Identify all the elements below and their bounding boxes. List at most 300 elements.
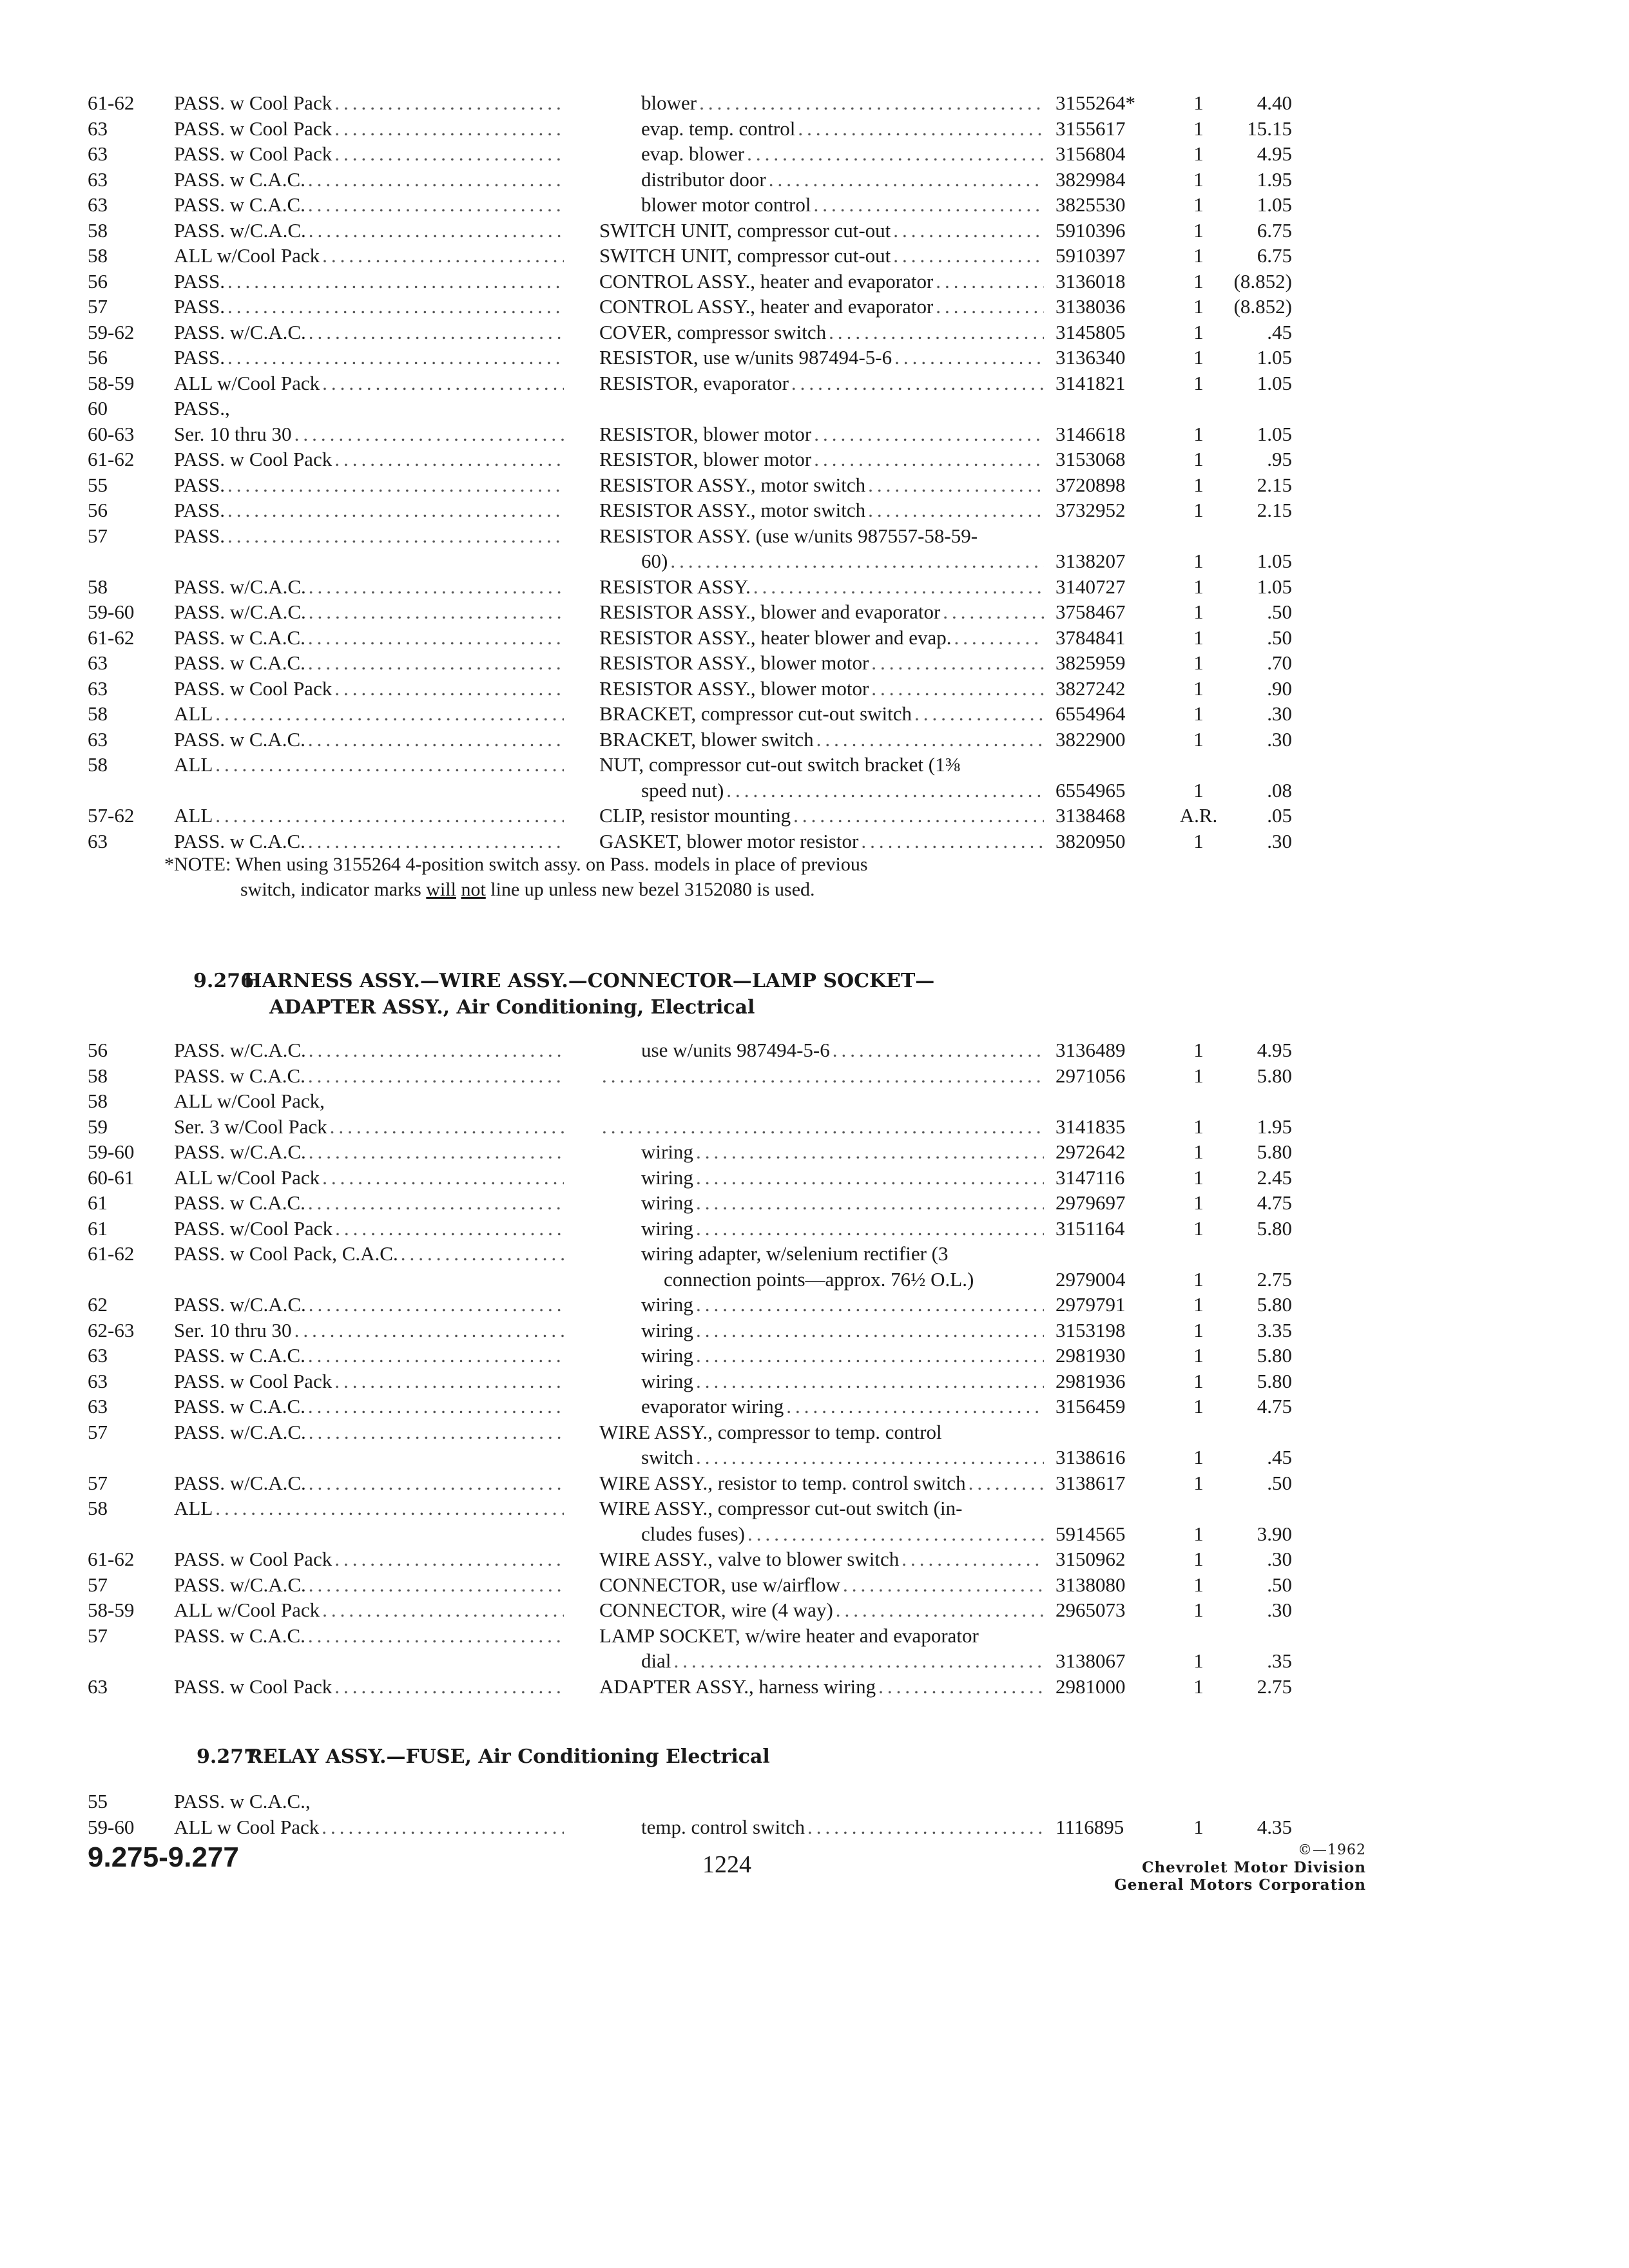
year-cell-text: 63 bbox=[88, 651, 108, 674]
model-cell-text: PASS. w/C.A.C. bbox=[174, 1420, 306, 1443]
quantity-cell-text: 1 bbox=[1193, 295, 1204, 318]
quantity-cell bbox=[1170, 1394, 1228, 1419]
model-cell-text: PASS. w Cool Pack bbox=[174, 677, 333, 700]
part-number-cell bbox=[1055, 1037, 1165, 1063]
model-cell-text: PASS. w/C.A.C. bbox=[174, 1140, 306, 1163]
dot-leader bbox=[332, 676, 564, 702]
dot-leader bbox=[951, 625, 1044, 651]
year-cell-text: 61-62 bbox=[88, 1242, 135, 1265]
table-row bbox=[0, 1814, 1629, 1840]
model-cell bbox=[174, 1470, 564, 1496]
dot-leader bbox=[305, 167, 564, 193]
quantity-cell bbox=[1170, 1648, 1228, 1674]
quantity-cell bbox=[1170, 676, 1228, 702]
price-cell bbox=[1228, 1190, 1292, 1216]
table-row bbox=[0, 1318, 1629, 1343]
part-number-cell bbox=[1055, 1216, 1165, 1242]
quantity-cell-text: 1 bbox=[1193, 448, 1204, 470]
model-cell-text: PASS. w/C.A.C. bbox=[174, 1573, 306, 1596]
dot-leader bbox=[306, 1292, 564, 1318]
dot-leader bbox=[332, 1674, 564, 1700]
quantity-cell-text: 1 bbox=[1193, 1166, 1204, 1189]
model-cell-text: ALL bbox=[174, 1497, 213, 1519]
model-cell bbox=[174, 1623, 564, 1649]
quantity-cell-text: 1 bbox=[1193, 702, 1204, 725]
description-cell-text: CONNECTOR, wire (4 way) bbox=[599, 1599, 833, 1621]
quantity-cell-text: 1 bbox=[1193, 1191, 1204, 1214]
part-number-cell bbox=[1055, 345, 1165, 370]
part-number-cell-text: 3136489 bbox=[1055, 1039, 1126, 1061]
footnote-will: will bbox=[426, 879, 456, 900]
dot-leader bbox=[305, 1394, 564, 1419]
quantity-cell bbox=[1170, 1165, 1228, 1191]
price-cell-text: 3.35 bbox=[1257, 1318, 1292, 1341]
quantity-cell-text: 1 bbox=[1193, 1395, 1204, 1418]
model-cell bbox=[174, 497, 564, 523]
description-cell bbox=[641, 1318, 1044, 1343]
part-number-cell bbox=[1055, 778, 1165, 803]
dot-leader bbox=[751, 574, 1044, 600]
year-cell-text: 58-59 bbox=[88, 1599, 135, 1621]
dot-leader bbox=[826, 320, 1044, 345]
description-cell bbox=[641, 778, 1044, 803]
part-number-cell bbox=[1055, 243, 1165, 269]
year-cell-text: 57 bbox=[88, 295, 108, 318]
year-cell-text: 55 bbox=[88, 1790, 108, 1812]
description-cell-text: WIRE ASSY., compressor to temp. control bbox=[599, 1420, 942, 1443]
description-cell bbox=[599, 1495, 1044, 1521]
part-number-cell-text: 3146618 bbox=[1055, 422, 1126, 445]
quantity-cell-text: 1 bbox=[1193, 422, 1204, 445]
model-cell bbox=[174, 141, 564, 167]
description-cell-text: distributor door bbox=[641, 168, 766, 191]
table-row bbox=[0, 727, 1629, 753]
dot-leader bbox=[292, 1318, 564, 1343]
table-row bbox=[0, 1267, 1629, 1293]
model-cell bbox=[174, 90, 564, 116]
dot-leader bbox=[306, 1419, 564, 1445]
section-number: 9.276 bbox=[193, 970, 254, 992]
part-number-cell-text: 3827242 bbox=[1055, 677, 1126, 700]
quantity-cell bbox=[1170, 1190, 1228, 1216]
model-cell bbox=[174, 294, 564, 320]
price-cell-text: 4.95 bbox=[1257, 142, 1292, 165]
table-row bbox=[0, 1165, 1629, 1191]
dot-leader bbox=[305, 1190, 564, 1216]
description-cell bbox=[599, 574, 1044, 600]
price-cell bbox=[1228, 1292, 1292, 1318]
dot-leader bbox=[213, 752, 564, 778]
year-cell bbox=[88, 1114, 171, 1140]
model-cell-text: Ser. 3 w/Cool Pack bbox=[174, 1115, 327, 1138]
part-number-cell bbox=[1055, 1318, 1165, 1343]
quantity-cell bbox=[1170, 1674, 1228, 1700]
description-cell-text: cludes fuses) bbox=[641, 1522, 745, 1545]
description-cell bbox=[599, 676, 1044, 702]
part-number-cell-text: 3138207 bbox=[1055, 550, 1126, 572]
footnote-not: not bbox=[461, 879, 486, 900]
dot-leader bbox=[320, 1597, 564, 1623]
description-cell bbox=[641, 1394, 1044, 1419]
model-cell bbox=[174, 1292, 564, 1318]
year-cell-text: 62 bbox=[88, 1293, 108, 1316]
price-cell-text: .45 bbox=[1267, 1446, 1292, 1468]
quantity-cell bbox=[1170, 778, 1228, 803]
dot-leader bbox=[830, 1037, 1044, 1063]
price-cell bbox=[1228, 370, 1292, 396]
year-cell-text: 63 bbox=[88, 168, 108, 191]
price-cell-text: .50 bbox=[1267, 626, 1292, 649]
part-number-cell-text: 3784841 bbox=[1055, 626, 1126, 649]
model-cell bbox=[174, 472, 564, 498]
table-row bbox=[0, 1445, 1629, 1470]
model-cell-text: PASS. w C.A.C. bbox=[174, 651, 305, 674]
description-cell bbox=[641, 116, 1044, 142]
part-number-cell-text: 3138616 bbox=[1055, 1446, 1126, 1468]
model-cell bbox=[174, 1597, 564, 1623]
quantity-cell-text: 1 bbox=[1193, 244, 1204, 267]
description-cell bbox=[599, 701, 1044, 727]
price-cell-text: .35 bbox=[1267, 1649, 1292, 1672]
part-number-cell bbox=[1055, 727, 1165, 753]
model-cell bbox=[174, 269, 564, 294]
table-row bbox=[0, 1190, 1629, 1216]
table-row bbox=[0, 1063, 1629, 1089]
price-cell bbox=[1228, 625, 1292, 651]
description-cell-text: CLIP, resistor mounting bbox=[599, 804, 791, 827]
description-cell-text: wiring bbox=[641, 1216, 693, 1240]
description-cell bbox=[599, 1623, 1044, 1649]
model-cell-text: Ser. 10 thru 30 bbox=[174, 1318, 292, 1341]
quantity-cell-text: 1 bbox=[1193, 1369, 1204, 1392]
model-cell bbox=[174, 421, 564, 447]
model-cell-text: ALL w Cool Pack bbox=[174, 1815, 320, 1838]
price-cell bbox=[1228, 574, 1292, 600]
part-number-cell bbox=[1055, 574, 1165, 600]
year-cell bbox=[88, 1495, 171, 1521]
description-cell-text: evaporator wiring bbox=[641, 1395, 784, 1418]
description-cell-text: RESISTOR ASSY., blower motor bbox=[599, 677, 869, 700]
model-cell-text: ALL w/Cool Pack bbox=[174, 1599, 320, 1621]
description-cell-text: RESISTOR, use w/units 987494-5-6 bbox=[599, 346, 892, 369]
quantity-cell bbox=[1170, 1445, 1228, 1470]
model-cell-text: PASS. w C.A.C. bbox=[174, 1064, 305, 1087]
description-cell-text: SWITCH UNIT, compressor cut-out bbox=[599, 244, 891, 267]
dot-leader bbox=[693, 1369, 1044, 1394]
price-cell-text: 4.40 bbox=[1257, 91, 1292, 114]
model-cell-text: PASS. w/C.A.C. bbox=[174, 575, 306, 598]
price-cell-text: 5.80 bbox=[1257, 1216, 1292, 1240]
price-cell-text: 4.35 bbox=[1257, 1815, 1292, 1838]
quantity-cell bbox=[1170, 599, 1228, 625]
part-number-cell bbox=[1055, 421, 1165, 447]
table-row bbox=[0, 1292, 1629, 1318]
part-number-cell bbox=[1055, 1114, 1165, 1140]
part-number-cell bbox=[1055, 1369, 1165, 1394]
table-row bbox=[0, 396, 1629, 421]
price-cell bbox=[1228, 141, 1292, 167]
part-number-cell bbox=[1055, 269, 1165, 294]
part-number-cell-text: 2971056 bbox=[1055, 1064, 1126, 1087]
model-cell bbox=[174, 1318, 564, 1343]
price-cell-text: .30 bbox=[1267, 1599, 1292, 1621]
model-cell-text: PASS. w Cool Pack bbox=[174, 91, 333, 114]
price-cell bbox=[1228, 320, 1292, 345]
section-heading-9-276 bbox=[193, 968, 934, 1021]
year-cell bbox=[88, 218, 171, 244]
description-cell-text: WIRE ASSY., resistor to temp. control switch bbox=[599, 1471, 966, 1494]
year-cell-text: 58 bbox=[88, 1497, 108, 1519]
table-row bbox=[0, 1114, 1629, 1140]
part-number-cell-text: 5914565 bbox=[1055, 1522, 1126, 1545]
quantity-cell-text: 1 bbox=[1193, 1216, 1204, 1240]
dot-leader bbox=[305, 650, 564, 676]
year-cell bbox=[88, 243, 171, 269]
model-cell-text: PASS. w Cool Pack bbox=[174, 1548, 333, 1570]
quantity-cell-text: 1 bbox=[1193, 346, 1204, 369]
description-cell bbox=[599, 447, 1044, 472]
dot-leader bbox=[327, 1114, 564, 1140]
year-cell bbox=[88, 370, 171, 396]
description-cell bbox=[599, 752, 1044, 778]
dot-leader bbox=[891, 243, 1044, 269]
table-row bbox=[0, 1789, 1629, 1814]
quantity-cell bbox=[1170, 1114, 1228, 1140]
part-number-cell bbox=[1055, 1063, 1165, 1089]
description-cell-text: switch bbox=[641, 1446, 693, 1468]
quantity-cell bbox=[1170, 243, 1228, 269]
dot-leader bbox=[693, 1216, 1044, 1242]
dot-leader bbox=[940, 599, 1044, 625]
dot-leader bbox=[811, 192, 1044, 218]
quantity-cell-text: 1 bbox=[1193, 269, 1204, 293]
price-cell bbox=[1228, 269, 1292, 294]
price-cell bbox=[1228, 727, 1292, 753]
part-number-cell-text: 3138617 bbox=[1055, 1471, 1126, 1494]
quantity-cell bbox=[1170, 192, 1228, 218]
part-number-cell-text: 2981000 bbox=[1055, 1675, 1126, 1698]
description-cell-text: BRACKET, compressor cut-out switch bbox=[599, 702, 912, 725]
table-row bbox=[0, 1369, 1629, 1394]
price-cell bbox=[1228, 167, 1292, 193]
quantity-cell bbox=[1170, 1292, 1228, 1318]
description-cell bbox=[599, 1597, 1044, 1623]
part-number-cell bbox=[1055, 1343, 1165, 1369]
model-cell bbox=[174, 320, 564, 345]
part-number-cell bbox=[1055, 625, 1165, 651]
quantity-cell-text: 1 bbox=[1193, 117, 1204, 140]
description-cell-text: GASKET, blower motor resistor bbox=[599, 829, 859, 852]
part-number-cell-text: 6554964 bbox=[1055, 702, 1126, 725]
year-cell-text: 59-60 bbox=[88, 1140, 135, 1163]
dot-leader bbox=[814, 727, 1044, 753]
dot-leader bbox=[745, 1521, 1044, 1547]
dot-leader bbox=[805, 1814, 1044, 1840]
dot-leader bbox=[213, 701, 564, 727]
quantity-cell bbox=[1170, 472, 1228, 498]
year-cell-text: 60-61 bbox=[88, 1166, 135, 1189]
model-cell-text: PASS. w/C.A.C. bbox=[174, 1471, 306, 1494]
model-cell bbox=[174, 1546, 564, 1572]
dot-leader bbox=[693, 1343, 1044, 1369]
year-cell-text: 59-60 bbox=[88, 1815, 135, 1838]
table-row bbox=[0, 1216, 1629, 1242]
table-row bbox=[0, 548, 1629, 574]
description-cell-text: wiring bbox=[641, 1140, 693, 1163]
table-row bbox=[0, 472, 1629, 498]
description-cell-text: RESISTOR, evaporator bbox=[599, 371, 789, 394]
table-row bbox=[0, 1597, 1629, 1623]
price-cell-text: 5.80 bbox=[1257, 1140, 1292, 1163]
dot-leader bbox=[840, 1572, 1044, 1598]
dot-leader bbox=[305, 1063, 564, 1089]
model-cell-text: PASS. w C.A.C., bbox=[174, 1790, 311, 1812]
quantity-cell-text: 1 bbox=[1193, 829, 1204, 852]
quantity-cell-text: 1 bbox=[1193, 1522, 1204, 1545]
dot-leader bbox=[693, 1318, 1044, 1343]
price-cell-text: 2.75 bbox=[1257, 1267, 1292, 1291]
quantity-cell-text: 1 bbox=[1193, 1064, 1204, 1087]
model-cell-text: PASS. bbox=[174, 346, 226, 369]
dot-leader bbox=[306, 1139, 564, 1165]
description-cell-text: RESISTOR ASSY., motor switch bbox=[599, 499, 866, 521]
dot-leader bbox=[693, 1292, 1044, 1318]
table-row bbox=[0, 829, 1629, 854]
dot-leader bbox=[671, 1648, 1045, 1674]
table-row bbox=[0, 1241, 1629, 1267]
part-number-cell bbox=[1055, 1139, 1165, 1165]
section-number: 9.277 bbox=[197, 1745, 257, 1768]
table-row bbox=[0, 1546, 1629, 1572]
year-cell bbox=[88, 574, 171, 600]
dot-leader bbox=[724, 778, 1044, 803]
part-number-cell-text: 2979791 bbox=[1055, 1293, 1126, 1316]
quantity-cell-text: 1 bbox=[1193, 1446, 1204, 1468]
quantity-cell bbox=[1170, 447, 1228, 472]
price-cell bbox=[1228, 1037, 1292, 1063]
footnote bbox=[164, 852, 1079, 902]
quantity-cell bbox=[1170, 167, 1228, 193]
model-cell bbox=[174, 167, 564, 193]
quantity-cell bbox=[1170, 1063, 1228, 1089]
part-number-cell bbox=[1055, 1814, 1165, 1840]
part-number-cell-text: 3138067 bbox=[1055, 1649, 1126, 1672]
part-number-cell-text: 3820950 bbox=[1055, 829, 1126, 852]
year-cell bbox=[88, 1369, 171, 1394]
footnote-line-1: *NOTE: When using 3155264 4-position switch assy. on Pass. models in place of previous bbox=[164, 854, 868, 875]
part-number-cell-text: 3829984 bbox=[1055, 168, 1126, 191]
quantity-cell-text: A.R. bbox=[1179, 804, 1218, 827]
part-number-cell bbox=[1055, 447, 1165, 472]
description-cell bbox=[599, 625, 1044, 651]
dot-leader bbox=[789, 370, 1044, 396]
year-cell-text: 63 bbox=[88, 677, 108, 700]
table-row bbox=[0, 803, 1629, 829]
dot-leader bbox=[795, 116, 1044, 142]
model-cell bbox=[174, 523, 564, 549]
quantity-cell bbox=[1170, 497, 1228, 523]
table-row bbox=[0, 574, 1629, 600]
year-cell-text: 61-62 bbox=[88, 1548, 135, 1570]
price-cell bbox=[1228, 218, 1292, 244]
quantity-cell bbox=[1170, 650, 1228, 676]
description-cell-text: use w/units 987494-5-6 bbox=[641, 1039, 830, 1061]
model-cell bbox=[174, 752, 564, 778]
description-cell-text: RESISTOR ASSY. (use w/units 987557-58-59- bbox=[599, 524, 978, 547]
description-cell bbox=[599, 294, 1044, 320]
dot-leader bbox=[668, 548, 1044, 574]
part-number-cell bbox=[1055, 116, 1165, 142]
description-cell bbox=[599, 1572, 1044, 1598]
price-cell bbox=[1228, 1674, 1292, 1700]
year-cell-text: 57 bbox=[88, 1471, 108, 1494]
price-cell bbox=[1228, 1470, 1292, 1496]
price-cell-text: 5.80 bbox=[1257, 1293, 1292, 1316]
dot-leader bbox=[305, 829, 564, 854]
model-cell bbox=[174, 803, 564, 829]
table-row bbox=[0, 1648, 1629, 1674]
description-cell bbox=[641, 90, 1044, 116]
table-row bbox=[0, 523, 1629, 549]
table-row bbox=[0, 752, 1629, 778]
description-cell-text: wiring bbox=[641, 1166, 693, 1189]
description-cell bbox=[599, 1063, 1044, 1089]
table-row bbox=[0, 1419, 1629, 1445]
part-number-cell bbox=[1055, 1190, 1165, 1216]
year-cell-text: 61-62 bbox=[88, 91, 135, 114]
model-cell-text: ALL bbox=[174, 753, 213, 776]
quantity-cell-text: 1 bbox=[1193, 193, 1204, 216]
dot-leader bbox=[933, 269, 1044, 294]
year-cell bbox=[88, 1292, 171, 1318]
year-cell bbox=[88, 320, 171, 345]
part-number-cell bbox=[1055, 1521, 1165, 1547]
table-row bbox=[0, 1139, 1629, 1165]
model-cell bbox=[174, 1165, 564, 1191]
dot-leader bbox=[332, 1369, 564, 1394]
quantity-cell bbox=[1170, 90, 1228, 116]
year-cell bbox=[88, 1318, 171, 1343]
description-cell-text: WIRE ASSY., valve to blower switch bbox=[599, 1548, 900, 1570]
quantity-cell-text: 1 bbox=[1193, 651, 1204, 674]
model-cell bbox=[174, 829, 564, 854]
dot-leader bbox=[332, 116, 564, 142]
year-cell bbox=[88, 1814, 171, 1840]
description-cell-text: speed nut) bbox=[641, 778, 724, 802]
price-cell bbox=[1228, 294, 1292, 320]
part-number-cell-text: 2981936 bbox=[1055, 1369, 1126, 1392]
table-row bbox=[0, 1088, 1629, 1114]
section-title-line-1: RELAY ASSY.—FUSE, Air Conditioning Electrical bbox=[247, 1745, 770, 1768]
price-cell-text: 6.75 bbox=[1257, 218, 1292, 242]
year-cell bbox=[88, 625, 171, 651]
description-cell bbox=[599, 1470, 1044, 1496]
part-number-cell-text: 3825959 bbox=[1055, 651, 1126, 674]
dot-leader bbox=[865, 472, 1044, 498]
description-cell-text: wiring bbox=[641, 1191, 693, 1214]
model-cell bbox=[174, 1369, 564, 1394]
description-cell-text: wiring bbox=[641, 1318, 693, 1341]
quantity-cell bbox=[1170, 1369, 1228, 1394]
year-cell-text: 58 bbox=[88, 1090, 108, 1112]
description-cell bbox=[641, 1648, 1044, 1674]
price-cell-text: 1.05 bbox=[1257, 575, 1292, 598]
price-cell bbox=[1228, 90, 1292, 116]
quantity-cell bbox=[1170, 1318, 1228, 1343]
model-cell-text: PASS. w Cool Pack bbox=[174, 117, 333, 140]
description-cell bbox=[599, 243, 1044, 269]
model-cell-text: ALL bbox=[174, 804, 213, 827]
